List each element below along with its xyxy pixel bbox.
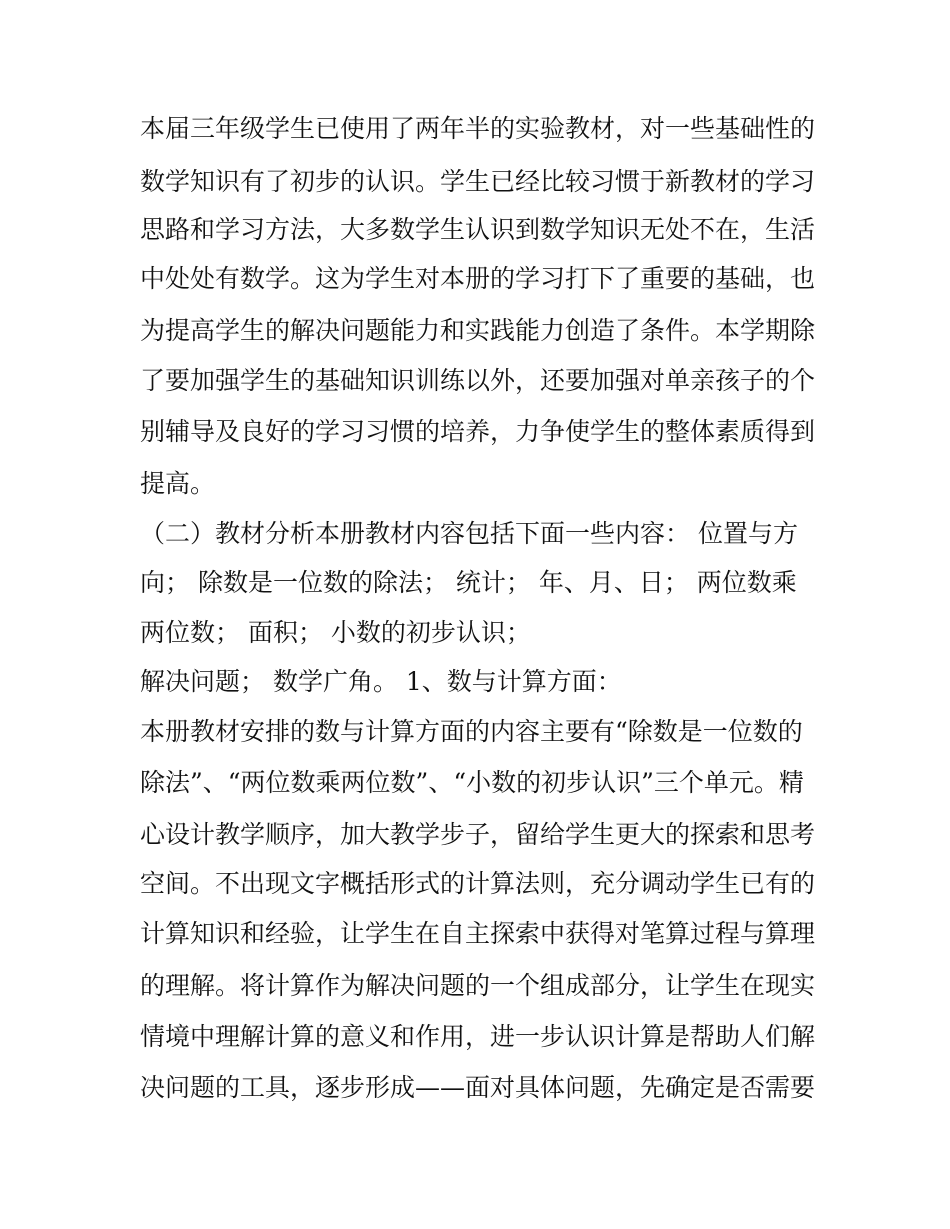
text-line-15: 心设计教学顺序，加大教学步子，留给学生更大的探索和思考 [140, 820, 816, 849]
text-line-3: 思路和学习方法，大多数学生认识到数学知识无处不在，生活 [140, 215, 816, 244]
text-line-16: 空间。不出现文字概括形式的计算法则，充分调动学生已有的 [140, 869, 816, 898]
text-line-12: 解决问题； 数学广角。 1、数与计算方面： [140, 667, 622, 696]
text-line-14: 除法”、“两位数乘两位数”、“小数的初步认识”三个单元。精 [140, 768, 804, 797]
text-line-9: （二）教材分析本册教材内容包括下面一些内容： 位置与方 [140, 519, 798, 548]
text-line-10: 向； 除数是一位数的除法； 统计； 年、月、日； 两位数乘 [140, 568, 797, 597]
text-line-20: 决问题的工具，逐步形成——面对具体问题，先确定是否需要 [140, 1073, 816, 1102]
text-line-4: 中处处有数学。这为学生对本册的学习打下了重要的基础，也 [140, 264, 816, 293]
text-line-8: 提高。 [140, 469, 216, 498]
text-line-2: 数学知识有了初步的认识。学生已经比较习惯于新教材的学习 [140, 167, 816, 196]
text-line-5: 为提高学生的解决问题能力和实践能力创造了条件。本学期除 [140, 316, 816, 345]
text-line-7: 别辅导及良好的学习习惯的培养，力争使学生的整体素质得到 [140, 417, 816, 446]
text-line-19: 情境中理解计算的意义和作用，进一步认识计算是帮助人们解 [140, 1022, 816, 1051]
text-line-17: 计算知识和经验，让学生在自主探索中获得对笔算过程与算理 [140, 919, 816, 948]
text-line-1: 本届三年级学生已使用了两年半的实验教材，对一些基础性的 [140, 114, 816, 143]
text-line-18: 的理解。将计算作为解决问题的一个组成部分，让学生在现实 [140, 971, 816, 1000]
text-line-11: 两位数； 面积； 小数的初步认识； [140, 618, 531, 647]
text-line-13: 本册教材安排的数与计算方面的内容主要有“除数是一位数的 [140, 717, 803, 746]
text-line-6: 了要加强学生的基础知识训练以外，还要加强对单亲孩子的个 [140, 366, 816, 395]
